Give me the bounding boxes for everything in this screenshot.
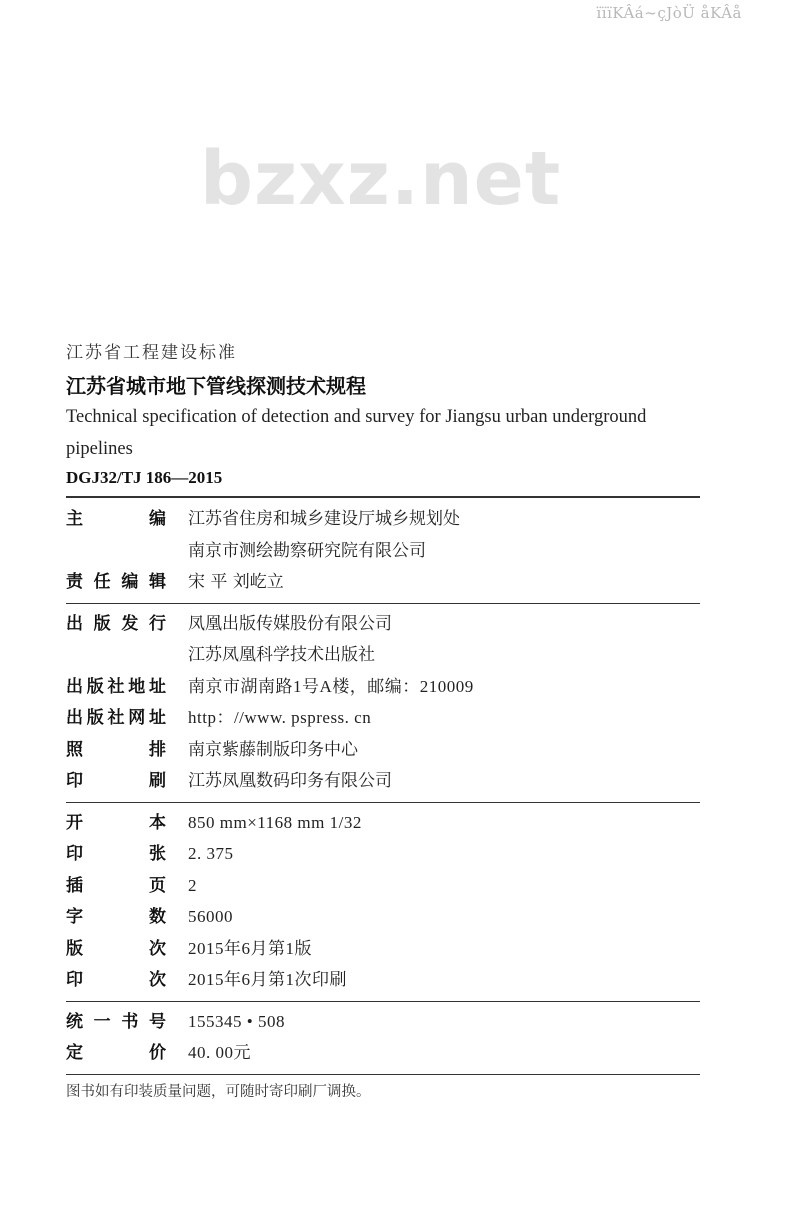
standard-code: DGJ32/TJ 186—2015 — [66, 468, 223, 487]
colophon-value: 155345 • 508 — [188, 1011, 285, 1031]
title-english: Technical specification of detection and survey for Jiangsu urban underground pipelines — [66, 407, 647, 459]
colophon-label: 字 数 — [66, 907, 166, 927]
colophon-value: 56000 — [188, 907, 233, 926]
corner-header-text: ïïïKÂá~çJòÜ åKÂå — [596, 4, 742, 22]
colophon-value: 南京市湖南路1号A楼，邮编：210009 — [188, 676, 474, 696]
divider-rule — [66, 603, 700, 604]
colophon-value: 40. 00元 — [188, 1043, 251, 1062]
colophon-label: 主 编 — [66, 509, 166, 529]
title-chinese: 江苏省城市地下管线探测技术规程 — [66, 374, 366, 398]
colophon-label: 印 张 — [66, 844, 166, 864]
divider-rule — [66, 802, 700, 803]
colophon-value: 2. 375 — [188, 844, 234, 863]
colophon-value: 宋 平 刘屹立 — [188, 572, 284, 592]
colophon-value: 2015年6月第1次印刷 — [188, 970, 347, 989]
colophon-label: 插 页 — [66, 875, 166, 896]
colophon-label: 照 排 — [66, 739, 166, 760]
colophon-label: 定 价 — [66, 1043, 166, 1063]
standard-series: 江苏省工程建设标准 — [66, 343, 237, 363]
colophon-label: 统 一 书 号 — [66, 1011, 166, 1032]
colophon-label: 责 任 编 辑 — [66, 572, 166, 592]
colophon-value: 南京市测绘勘察研究院有限公司 — [188, 540, 426, 561]
divider-rule — [66, 1001, 700, 1002]
colophon-value: 南京紫藤制版印务中心 — [188, 739, 358, 760]
colophon-label: 开 本 — [66, 812, 166, 833]
colophon-label: 印 刷 — [66, 771, 166, 791]
divider-rule — [66, 496, 700, 498]
colophon-value: 江苏省住房和城乡建设厅城乡规划处 — [188, 509, 460, 529]
colophon-value: 凤凰出版传媒股份有限公司 — [188, 613, 392, 634]
colophon-value: 2015年6月第1版 — [188, 938, 312, 958]
colophon-value: 2 — [188, 875, 197, 895]
footer-note: 图书如有印装质量问题，可随时寄印刷厂调换。 — [66, 1084, 371, 1100]
colophon-label: 印 次 — [66, 970, 166, 990]
colophon-value: 850 mm×1168 mm 1/32 — [188, 812, 362, 832]
colophon-value: http：//www. pspress. cn — [188, 708, 372, 727]
colophon-label: 出 版 发 行 — [66, 613, 166, 634]
divider-rule — [66, 1074, 700, 1075]
colophon-label: 出 版 社 地 址 — [66, 676, 166, 697]
colophon-label: 版 次 — [66, 938, 166, 959]
colophon-value: 江苏凤凰科学技术出版社 — [188, 645, 375, 665]
watermark: bzxz.net — [200, 136, 562, 222]
colophon-label: 出 版 社 网 址 — [66, 708, 166, 728]
colophon-value: 江苏凤凰数码印务有限公司 — [188, 771, 392, 791]
